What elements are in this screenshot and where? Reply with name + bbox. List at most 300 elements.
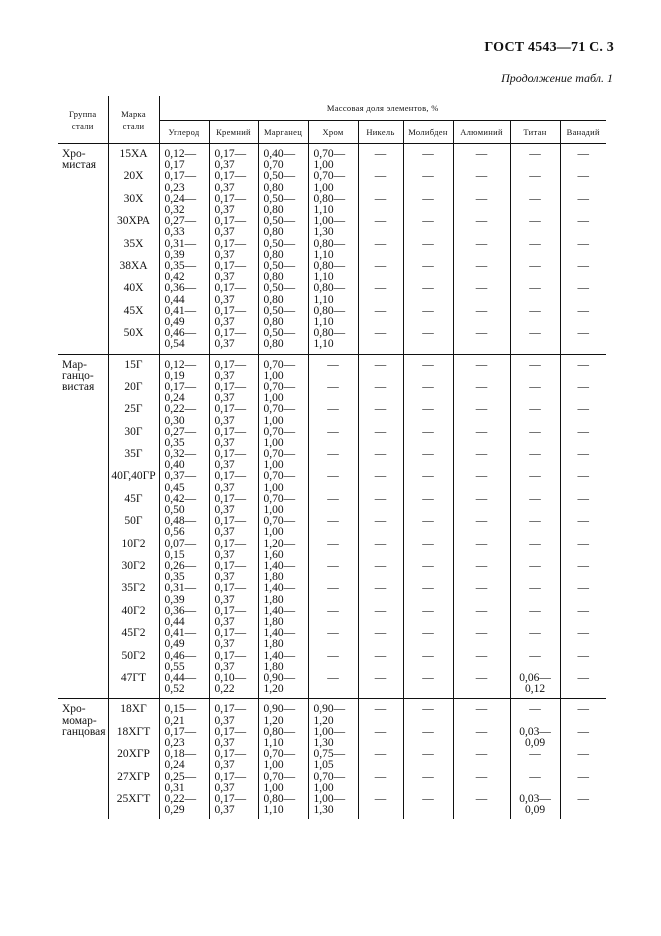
dash-mark: — <box>475 358 488 371</box>
dash-mark: — <box>374 703 387 716</box>
cell-value-line: 0,22— <box>164 403 197 416</box>
steel-grade: 45Х <box>123 304 144 317</box>
table-cell <box>454 651 510 673</box>
steel-grade: 35Г <box>124 448 143 461</box>
dash-mark: — <box>577 492 589 505</box>
cell-value-line: 0,17— <box>214 403 247 416</box>
dash-mark: — <box>577 537 589 550</box>
dash-mark: — <box>529 327 541 340</box>
dash-mark: — <box>374 425 387 438</box>
cell-value-line: 0,44 <box>164 616 185 629</box>
table-cell <box>210 539 258 561</box>
cell-value-line: 0,50— <box>263 282 296 295</box>
table-cell <box>561 449 607 471</box>
table-cell <box>259 261 308 283</box>
cell-value-line: 1,00 <box>313 781 334 794</box>
cell-value-line: 0,55 <box>164 660 185 673</box>
element-column-nickel <box>358 699 403 819</box>
table-cell <box>511 539 560 561</box>
element-column-chromium <box>308 354 358 699</box>
dash-mark: — <box>374 492 387 505</box>
cell-value-line: 0,70— <box>263 748 296 761</box>
column-header-element-carbon: Углерод <box>159 121 209 144</box>
dash-mark: — <box>529 515 541 528</box>
table-cell <box>511 427 560 449</box>
dash-mark: — <box>529 703 541 716</box>
table-cell <box>259 704 308 726</box>
cell-value-line: 1,30 <box>313 226 334 239</box>
dash-mark: — <box>374 403 387 416</box>
page-header <box>0 0 661 100</box>
dash-mark: — <box>422 170 434 183</box>
dash-mark: — <box>577 282 589 295</box>
table-cell <box>259 216 308 238</box>
table-cell <box>404 306 453 328</box>
table-cell <box>454 239 510 261</box>
dash-mark: — <box>422 259 434 272</box>
table-cell <box>309 772 358 794</box>
table-cell <box>511 216 560 238</box>
table-cell <box>160 539 209 561</box>
table-cell <box>309 516 358 538</box>
table-cell <box>359 794 403 816</box>
dash-mark: — <box>577 148 589 160</box>
table-cell <box>309 628 358 650</box>
cell-value-line: 0,37 <box>214 759 235 772</box>
element-column-titanium <box>510 144 560 355</box>
cell-value-line: 0,37 <box>214 293 235 306</box>
dash-mark: — <box>422 703 434 716</box>
table-cell <box>259 171 308 193</box>
table-cell <box>404 194 453 216</box>
table-cell <box>561 494 607 516</box>
dash-mark: — <box>374 237 387 250</box>
column-header-element-manganese: Марганец <box>258 121 308 144</box>
dash-mark: — <box>529 425 541 438</box>
table-cell <box>309 149 358 171</box>
column-header-element-chromium: Хром <box>308 121 358 144</box>
dash-mark: — <box>529 582 541 595</box>
cell-value-line: 0,15— <box>164 703 197 716</box>
table-cell <box>359 494 403 516</box>
table-cell <box>454 516 510 538</box>
dash-mark: — <box>529 448 541 461</box>
dash-mark: — <box>475 170 488 183</box>
steel-grade: 50Х <box>123 327 144 340</box>
element-column-carbon <box>159 354 209 699</box>
table-cell <box>210 306 258 328</box>
table-cell <box>359 194 403 216</box>
cell-value-line: 0,17— <box>214 604 247 617</box>
table-cell <box>561 194 607 216</box>
steel-grade: 30Г <box>124 425 143 438</box>
table-cell <box>404 749 453 771</box>
cell-value-line: 0,17— <box>214 282 247 295</box>
table-cell <box>160 794 209 816</box>
cell-value-line: 0,35 <box>164 571 185 584</box>
table-cell <box>511 382 560 404</box>
cell-value-line: 0,40 <box>164 459 185 472</box>
table-cell <box>454 673 510 695</box>
element-column-titanium <box>510 699 560 819</box>
cell-value-line: 0,03— <box>519 725 551 738</box>
cell-value-line: 0,90— <box>263 671 296 684</box>
table-row <box>58 699 606 819</box>
table-cell <box>210 673 258 695</box>
table-cell <box>561 606 607 628</box>
cell-value-line: 0,42— <box>164 492 197 505</box>
column-header-grade <box>108 96 159 144</box>
cell-value-line: 1,30 <box>313 804 334 817</box>
table-cell <box>210 283 258 305</box>
cell-value-line: 0,37 <box>214 369 235 382</box>
table-cell <box>454 704 510 726</box>
dash-mark: — <box>475 380 488 393</box>
table-cell <box>259 239 308 261</box>
table-cell <box>259 283 308 305</box>
cell-value-line: 1,40— <box>263 627 296 640</box>
table-cell <box>309 539 358 561</box>
dash-mark: — <box>422 627 434 640</box>
table-cell <box>454 583 510 605</box>
cell-value-line: 1,20 <box>263 714 284 727</box>
cell-value-line: 1,80 <box>263 571 284 584</box>
cell-value-line: 0,17— <box>214 237 247 250</box>
table-cell <box>561 360 607 382</box>
table-cell <box>561 794 607 816</box>
dash-mark: — <box>577 215 589 228</box>
cell-value-line: 0,41— <box>164 627 197 640</box>
dash-mark: — <box>374 537 387 550</box>
element-column-carbon <box>159 699 209 819</box>
table-cell <box>404 539 453 561</box>
table-cell <box>511 794 560 816</box>
dash-mark: — <box>422 671 434 684</box>
cell-value-line: 0,70— <box>263 358 296 371</box>
table-cell <box>259 606 308 628</box>
dash-mark: — <box>374 259 387 272</box>
dash-mark: — <box>422 492 434 505</box>
dash-mark: — <box>577 358 589 371</box>
dash-mark: — <box>529 170 541 183</box>
cell-value-line: 0,36— <box>164 282 197 295</box>
table-cell <box>210 628 258 650</box>
table-cell <box>259 471 308 493</box>
cell-value-line: 0,17— <box>214 537 247 550</box>
dash-mark: — <box>374 770 387 783</box>
dash-mark: — <box>374 725 387 738</box>
steel-grade: 45Г2 <box>121 627 146 640</box>
steel-group <box>58 699 606 819</box>
table-cell <box>511 651 560 673</box>
cell-value-line: 0,17— <box>214 192 247 205</box>
table-cell <box>359 628 403 650</box>
cell-value-line: 0,10— <box>214 671 247 684</box>
steel-grade: 50Г2 <box>121 649 146 662</box>
table-cell <box>561 306 607 328</box>
cell-value-line: 0,37 <box>214 571 235 584</box>
table-cell <box>404 772 453 794</box>
cell-value-line: 1,00— <box>313 215 346 228</box>
dash-mark: — <box>529 537 541 550</box>
table-cell <box>359 239 403 261</box>
table-cell <box>309 427 358 449</box>
table-cell <box>210 471 258 493</box>
dash-mark: — <box>577 604 589 617</box>
table-cell <box>210 328 258 350</box>
table-cell <box>160 583 209 605</box>
dash-mark: — <box>475 582 488 595</box>
dash-mark: — <box>475 425 488 438</box>
table-cell <box>210 216 258 238</box>
cell-value-line: 0,37 <box>214 804 235 817</box>
table-cell <box>454 149 510 171</box>
steel-group-name-line: ганцовая <box>62 725 106 738</box>
cell-value-line: 1,10 <box>313 338 334 351</box>
table-cell <box>259 794 308 816</box>
dash-mark: — <box>529 560 541 573</box>
table-cell <box>359 261 403 283</box>
table-row <box>58 144 606 355</box>
dash-mark: — <box>529 770 541 783</box>
dash-mark: — <box>374 470 387 483</box>
cell-value-line: 0,17— <box>214 492 247 505</box>
table-cell <box>454 449 510 471</box>
cell-value-line: 1,10 <box>263 804 284 817</box>
cell-value-line: 0,37 <box>214 660 235 673</box>
steel-grade: 40Г,40ГР <box>111 470 156 483</box>
cell-value-line: 0,80— <box>313 327 346 340</box>
table-cell <box>561 328 607 350</box>
table-cell <box>359 283 403 305</box>
table-cell <box>511 749 560 771</box>
dash-mark: — <box>475 403 488 416</box>
cell-value-line: 0,50 <box>164 504 185 517</box>
table-cell <box>561 749 607 771</box>
cell-value-line: 0,50— <box>263 259 296 272</box>
table-cell <box>210 427 258 449</box>
steel-grade-column <box>108 354 159 699</box>
steel-grade: 20Х <box>123 170 144 183</box>
table-cell <box>160 471 209 493</box>
dash-mark: — <box>422 537 434 550</box>
dash-mark: — <box>577 304 589 317</box>
element-column-molybdenum <box>403 144 453 355</box>
cell-value-line: 0,17— <box>214 304 247 317</box>
table-cell <box>561 704 607 726</box>
table-cell <box>561 583 607 605</box>
cell-value-line: 0,21 <box>164 714 185 727</box>
steel-grade: 10Г2 <box>121 537 146 550</box>
table-cell <box>454 360 510 382</box>
steel-group-name-line: вистая <box>62 380 95 393</box>
cell-value-line: 0,17— <box>164 170 197 183</box>
cell-value-line: 1,00 <box>263 781 284 794</box>
cell-value-line: 0,37 <box>214 481 235 494</box>
dash-mark: — <box>422 380 434 393</box>
dash-mark: — <box>374 448 387 461</box>
dash-mark: — <box>475 448 488 461</box>
cell-value-line: 1,00 <box>263 414 284 427</box>
table-cell <box>259 651 308 673</box>
cell-value-line: 0,70— <box>263 425 296 438</box>
table-cell <box>454 283 510 305</box>
cell-value-line: 0,37 <box>214 271 235 284</box>
table-cell <box>404 727 453 749</box>
table-cell <box>359 561 403 583</box>
table-cell <box>454 404 510 426</box>
element-column-manganese <box>258 144 308 355</box>
cell-value-line: 0,17— <box>214 770 247 783</box>
dash-mark: — <box>422 215 434 228</box>
table-cell <box>404 149 453 171</box>
cell-value-line: 1,40— <box>263 649 296 662</box>
cell-value-line: 0,37 <box>214 504 235 517</box>
cell-value-line: 1,10 <box>313 315 334 328</box>
table-cell <box>404 239 453 261</box>
table-cell <box>404 583 453 605</box>
cell-value-line: 0,80— <box>313 304 346 317</box>
dash-mark: — <box>422 560 434 573</box>
dash-mark: — <box>577 327 589 340</box>
cell-value-line: 0,80 <box>263 338 284 351</box>
steel-grade: 25ХГТ <box>116 792 151 805</box>
table-cell <box>259 583 308 605</box>
table-cell <box>210 516 258 538</box>
dash-mark: — <box>529 148 541 160</box>
table-cell <box>259 382 308 404</box>
table-cell <box>454 382 510 404</box>
column-header-element-nickel: Никель <box>358 121 403 144</box>
table-cell <box>359 306 403 328</box>
cell-value-line: 0,50— <box>263 327 296 340</box>
cell-value-line: 1,60 <box>263 548 284 561</box>
cell-value-line: 0,17— <box>214 748 247 761</box>
steel-grade: 25Г <box>124 403 143 416</box>
table-cell <box>160 283 209 305</box>
element-column-aluminum <box>453 699 510 819</box>
column-header-element-aluminum: Алюминий <box>453 121 510 144</box>
table-cell <box>404 328 453 350</box>
table-cell <box>309 561 358 583</box>
dash-mark: — <box>374 327 387 340</box>
table-cell <box>561 673 607 695</box>
cell-value-line: 0,37 <box>214 548 235 561</box>
cell-value-line: 0,12— <box>164 148 197 160</box>
table-cell <box>404 704 453 726</box>
cell-value-line: 0,17— <box>164 725 197 738</box>
cell-value-line: 0,27— <box>164 215 197 228</box>
table-cell <box>359 449 403 471</box>
table-cell <box>309 404 358 426</box>
steel-group <box>58 354 606 699</box>
dash-mark: — <box>577 703 589 716</box>
table-cell <box>561 628 607 650</box>
table-cell <box>309 471 358 493</box>
table-cell <box>259 561 308 583</box>
dash-mark: — <box>577 649 589 662</box>
dash-mark: — <box>475 725 488 738</box>
dash-mark: — <box>475 259 488 272</box>
dash-mark: — <box>577 170 589 183</box>
steel-grade: 40Г2 <box>121 604 146 617</box>
table-cell <box>561 516 607 538</box>
cell-value-line: 0,17— <box>164 380 197 393</box>
table-cell <box>404 673 453 695</box>
dash-mark: — <box>529 237 541 250</box>
table-cell <box>561 216 607 238</box>
dash-mark: — <box>577 560 589 573</box>
cell-value-line: 0,37 <box>214 638 235 651</box>
cell-value-line: 1,20— <box>263 537 296 550</box>
table-cell <box>210 561 258 583</box>
table-cell <box>511 404 560 426</box>
cell-value-line: 0,17— <box>214 170 247 183</box>
dash-mark: — <box>374 627 387 640</box>
cell-value-line: 0,17— <box>214 703 247 716</box>
cell-value-line: 0,17— <box>214 582 247 595</box>
table-cell <box>160 194 209 216</box>
table-cell <box>160 749 209 771</box>
table-cell <box>210 382 258 404</box>
element-column-titanium <box>510 354 560 699</box>
table-cell <box>561 727 607 749</box>
table-cell <box>309 794 358 816</box>
table-cell <box>160 171 209 193</box>
table-cell <box>511 328 560 350</box>
cell-value-line: 0,42 <box>164 271 185 284</box>
dash-mark: — <box>422 304 434 317</box>
steel-grade: 20Г <box>124 380 143 393</box>
cell-value-line: 0,07— <box>164 537 197 550</box>
table-cell <box>160 449 209 471</box>
cell-value-line: 0,45 <box>164 481 185 494</box>
cell-value-line: 0,31 <box>164 781 185 794</box>
table-cell <box>210 494 258 516</box>
dash-mark: — <box>577 425 589 438</box>
cell-value-line: 0,37 <box>214 781 235 794</box>
cell-value-line: 0,17— <box>214 560 247 573</box>
dash-mark: — <box>422 515 434 528</box>
table-cell <box>359 171 403 193</box>
table-cell <box>561 261 607 283</box>
cell-value-line: 1,00 <box>313 181 334 194</box>
table-cell <box>561 471 607 493</box>
cell-value-line: 1,80 <box>263 616 284 629</box>
dash-mark: — <box>327 448 339 461</box>
table-cell <box>259 149 308 171</box>
cell-value-line: 0,12— <box>164 358 197 371</box>
element-column-chromium <box>308 144 358 355</box>
dash-mark: — <box>475 515 488 528</box>
steel-grade: 18ХГТ <box>116 725 151 738</box>
cell-value-line: 1,40— <box>263 582 296 595</box>
table-cell <box>511 606 560 628</box>
steel-grade: 47ГТ <box>120 671 147 684</box>
table-cell <box>404 171 453 193</box>
table-cell <box>309 261 358 283</box>
table-cell <box>561 149 607 171</box>
cell-value-line: 1,40— <box>263 560 296 573</box>
table-cell <box>309 704 358 726</box>
dash-mark: — <box>529 403 541 416</box>
dash-mark: — <box>374 304 387 317</box>
column-header-group-line-1: Группа <box>69 108 97 119</box>
table-cell <box>210 261 258 283</box>
cell-value-line: 0,27— <box>164 425 197 438</box>
table-cell <box>160 772 209 794</box>
table-cell <box>454 471 510 493</box>
